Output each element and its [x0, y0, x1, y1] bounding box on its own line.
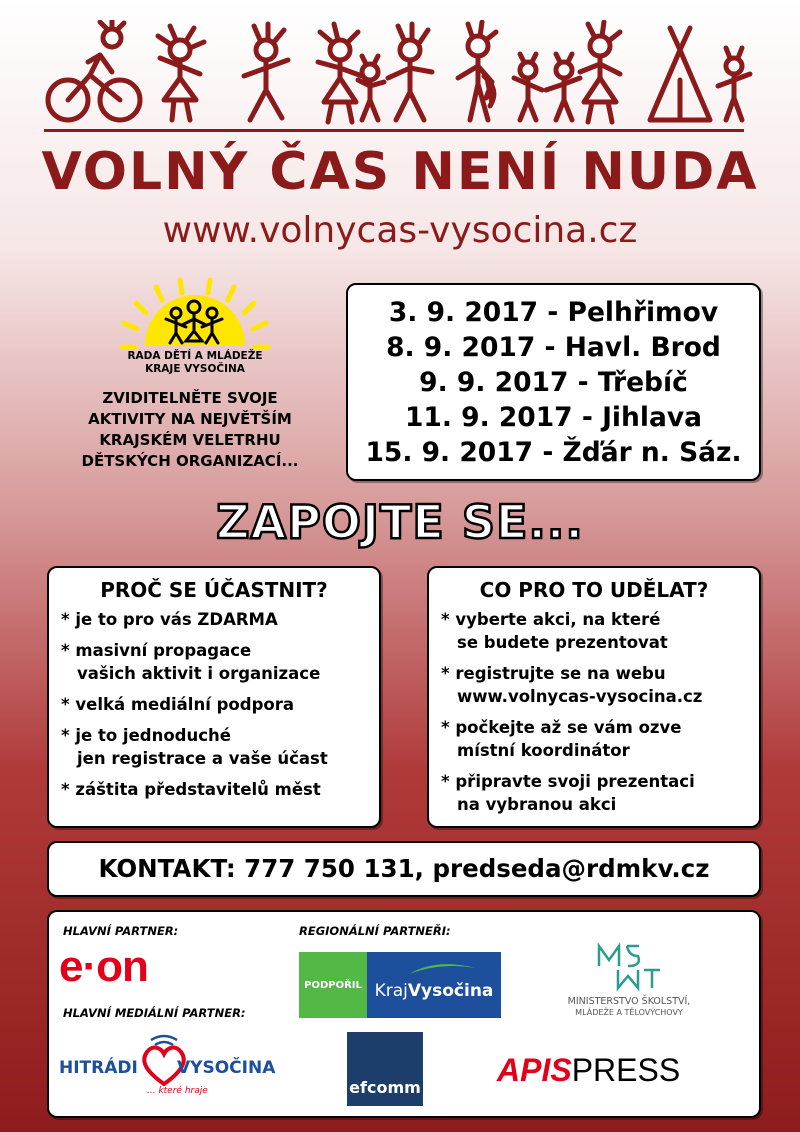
header-figures-illustration [40, 20, 760, 130]
promo-line: AKTIVITY NA NEJVĚTŠÍM [88, 410, 292, 428]
promo-line: DĚTSKÝCH ORGANIZACÍ... [81, 452, 299, 470]
todo-item: * počkejte až se vám ozve místní koordinátor [441, 718, 682, 760]
main-title: VOLNÝ ČAS NENÍ NUDA [41, 142, 759, 202]
why-title: PROČ SE ÚČASTNIT? [100, 578, 328, 602]
what-to-do-box [427, 566, 761, 828]
girl-figure-2 [458, 22, 496, 120]
main-partner-label: HLAVNÍ PARTNER: [63, 924, 179, 938]
event-date: 9. 9. 2017 - Třebíč [419, 367, 688, 398]
why-item: * velká mediální podpora [61, 695, 294, 714]
hitradi-tagline: ... které hraje [147, 1086, 208, 1096]
apispress-logo [497, 1052, 680, 1089]
why-item: * je to pro vás ZDARMA [61, 610, 278, 629]
why-item: * je to jednoduché jen registrace a vaše účast [61, 726, 328, 768]
call-to-action: ZAPOJTE SE... [216, 495, 584, 549]
family-figures [318, 24, 432, 122]
org-name-line1: RADA DĚTÍ A MLÁDEŽE [127, 350, 263, 362]
hitradi-logo [59, 1028, 276, 1100]
regional-partners-label: REGIONÁLNÍ PARTNEŘI: [299, 924, 451, 938]
efcomm-logo: efcomm [347, 1032, 423, 1106]
girl-figure-1 [158, 26, 204, 120]
why-participate-box [47, 566, 381, 828]
cyclist-figure [48, 20, 140, 120]
todo-item: * připravte svoji prezentaci na vybranou akci [441, 772, 695, 814]
hitradi-name-2: VYSOČINA [177, 1058, 276, 1078]
kraj-name-1: Kraj [374, 981, 408, 1001]
kraj-vysocina-logo [299, 952, 501, 1018]
todo-title: CO PRO TO UDĚLAT? [479, 578, 709, 602]
todo-item: * vyberte akci, na které se budete prezentovat [441, 610, 668, 652]
contact-box: KONTAKT: 777 750 131, predseda@rdmkv.cz [47, 841, 761, 897]
media-partner-label: HLAVNÍ MEDIÁLNÍ PARTNER: [63, 1006, 246, 1020]
partners-box [47, 910, 761, 1118]
header-divider [44, 129, 744, 132]
website-url[interactable]: www.volnycas-vysocina.cz [162, 210, 638, 251]
tent-icon [650, 28, 710, 120]
hitradi-name-1: HITRÁDI [59, 1058, 138, 1078]
group-figures [514, 22, 620, 122]
why-item: * záštita představitelů měst [61, 780, 321, 799]
org-name-line2: KRAJE VYSOČINA [145, 363, 245, 375]
kraj-swoosh-icon [407, 960, 477, 976]
msmt-emblem-icon [594, 942, 664, 992]
boy-figure-2 [718, 48, 750, 120]
event-date: 3. 9. 2017 - Pelhřimov [388, 297, 719, 328]
kraj-podporil: PODPOŘIL [299, 952, 367, 1018]
event-date: 15. 9. 2017 - Žďár n. Sáz. [365, 437, 742, 468]
promo-line: ZVIDITELNĚTE SVOJE [102, 389, 278, 407]
promo-text [40, 388, 340, 472]
apis-text: APIS [497, 1052, 572, 1088]
todo-item: * registrujte se na webu www.volnycas-vysocina.cz [441, 664, 703, 706]
event-dates-box [346, 283, 761, 481]
boy-figure-1 [244, 24, 288, 120]
why-item: * masivní propagace vašich aktivit i organizace [61, 641, 321, 683]
org-name [100, 350, 290, 376]
event-date: 8. 9. 2017 - Havl. Brod [386, 332, 721, 363]
msmt-logo [539, 942, 719, 1018]
press-text: PRESS [571, 1052, 681, 1088]
eon-logo: e·on [59, 942, 148, 991]
msmt-line1: MINISTERSTVO ŠKOLSTVÍ, [567, 996, 691, 1007]
msmt-line2: MLÁDEŽE A TĚLOVÝCHOVY [575, 1008, 683, 1017]
event-date: 11. 9. 2017 - Jihlava [404, 402, 703, 433]
promo-line: KRAJSKÉM VELETRHU [99, 431, 281, 449]
kraj-name-2: Vysočina [407, 981, 494, 1001]
